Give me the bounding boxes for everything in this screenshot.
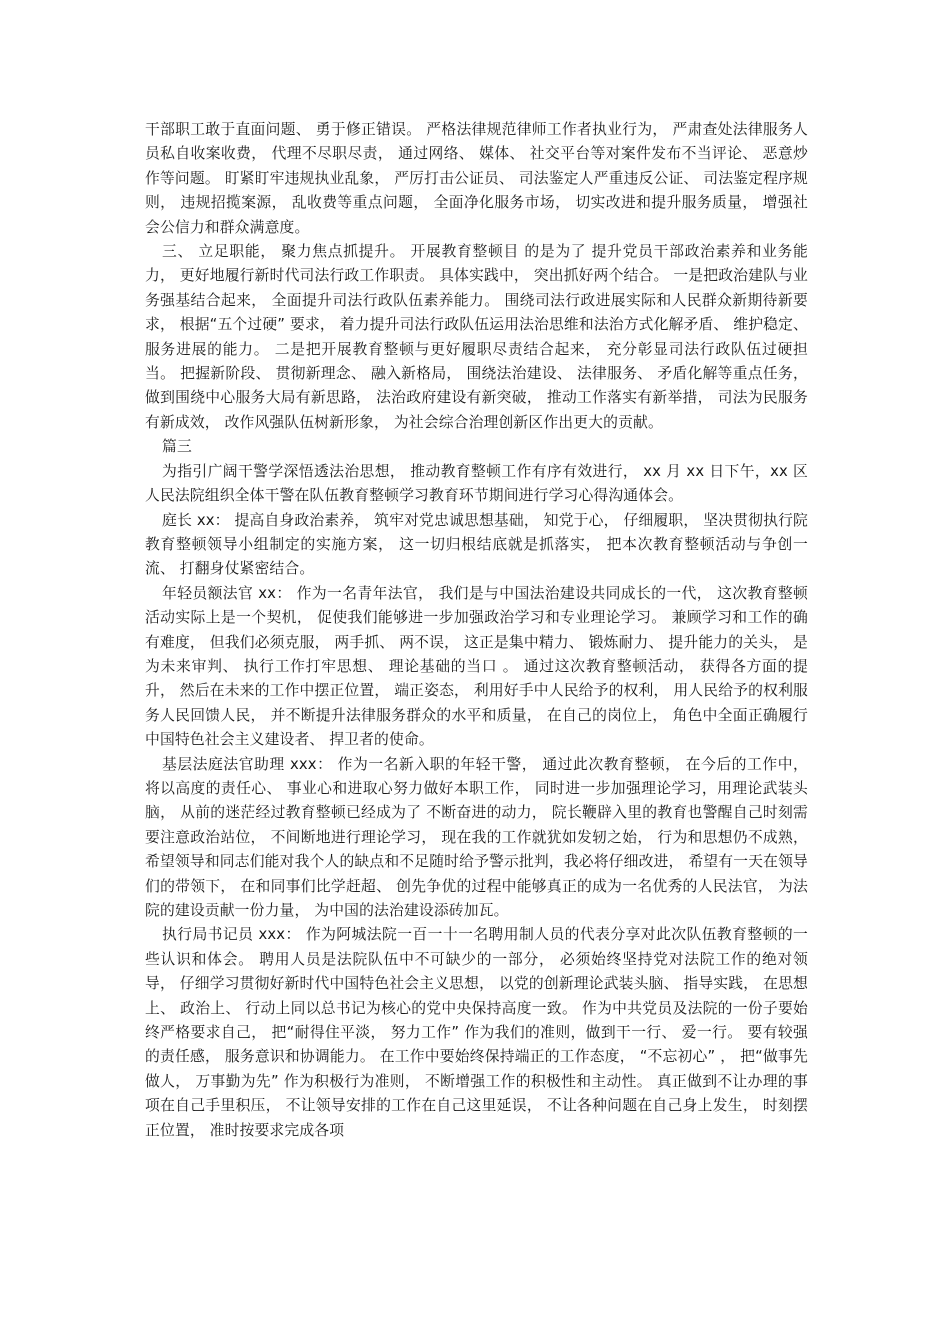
paragraph-tingzhang: 庭长 xx： 提高自身政治素养， 筑牢对党忠诚思想基础， 知党于心， 仔细履职， 坚决贯彻执行院教育整顿领导小组制定的实施方案， 这一切归根结底就是抓落实， 把本次教育整顿活动与争创一流、 打翻身仗紧密结合。 xyxy=(145,511,808,578)
document-page xyxy=(145,118,808,1143)
paragraph-clerk: 执行局书记员 xxx： 作为阿城法院一百一十一名聘用制人员的代表分享对此次队伍教育整顿的一些认识和体会。 聘用人员是法院队伍中不可缺少的一部分， 必须始终坚持党对法院工作的绝对领导， 仔细学习贯彻好新时代中国特色社会主义思想， 以党的创新理论武装头脑、 指导实践， 在思想上、 政治上、 行动上同以总书记为核心的党中央保持高度一致。 作为中共党员及法院的一份子要始终严格要求自己， 把“耐得住平淡， 努力工作” 作为我们的准则，做到干一行、 爱一行。 要有较强的责任感， 服务意识和协调能力。 在工作中要始终保持端正的工作态度， “不忘初心” ， 把“做事先做人， 万事勤为先” 作为积极行为准则， 不断增强工作的积极性和主动性。 真正做到不让办理的事项在自己手里积压， 不让领导安排的工作在自己这里延误， 不让各种问题在自己身上发生， 时刻摆正位置， 准时按要求完成各项 xyxy=(145,926,808,1139)
paragraph-section-three: 三、 立足职能， 聚力焦点抓提升。 开展教育整顿目 的是为了 提升党员干部政治素养和业务能力， 更好地履行新时代司法行政工作职责。 具体实践中， 突出抓好两个结合。 一是把政治建队与业务强基结合起来， 全面提升司法行政队伍素养能力。 围绕司法行政进展实际和人民群众新期待新要求， 根据“五个过硬” 要求， 着力提升司法行政队伍运用法治思维和法治方式化解矛盾、 维护稳定、 服务进展的能力。 二是把开展教育整顿与更好履职尽责结合起来， 充分彰显司法行政队伍过硬担当。 把握新阶段、 贯彻新理念、 融入新格局， 围绕法治建设、 法律服务、 矛盾化解等重点任务， 做到围绕中心服务大局有新思路， 法治政府建设有新突破， 推动工作落实有新举措， 司法为民服务有新成效， 改作风强队伍树新形象， 为社会综合治理创新区作出更大的贡献。 xyxy=(145,243,808,431)
paragraph-continuation: 干部职工敢于直面问题、 勇于修正错误。 严格法律规范律师工作者执业行为， 严肃查处法律服务人员私自收案收费， 代理不尽职尽责， 通过网络、 媒体、 社交平台等对案件发布不当评论、 恶意炒作等问题。 盯紧盯牢违规执业乱象， 严厉打击公证员、 司法鉴定人严重违反公证、 司法鉴定程序规则， 违规招揽案源， 乱收费等重点问题， 全面净化服务市场， 切实改进和提升服务质量， 增强社会公信力和群众满意度。 xyxy=(145,121,808,236)
paragraph-young-judge: 年轻员额法官 xx： 作为一名青年法官， 我们是与中国法治建设共同成长的一代， 这次教育整顿活动实际上是一个契机， 促使我们能够进一步加强政治学习和专业理论学习。 兼顾学习和工作的确有难度， 但我们必须克服， 两手抓、 两不误， 这正是集中精力、 锻炼耐力、 提升能力的关头， 是为未来审判、 执行工作打牢思想、 理论基础的当口 。 通过这次教育整顿活动， 获得各方面的提升， 然后在未来的工作中摆正位置， 端正姿态， 利用好手中人民给予的权利， 用人民给予的权利服务人民回馈人民， 并不断提升法律服务群众的水平和质量， 在自己的岗位上， 角色中全面正确履行中国特色社会主义建设者、 捍卫者的使命。 xyxy=(145,584,808,749)
paragraph-intro: 为指引广阔干警学深悟透法治思想， 推动教育整顿工作有序有效进行， xx 月 xx 日下午，xx 区人民法院组织全体干警在队伍教育整顿学习教育环节期间进行学习心得沟通体会。 xyxy=(145,462,808,505)
section-heading-part-three: 篇三 xyxy=(162,438,192,456)
paragraph-judge-assistant: 基层法庭法官助理 xxx： 作为一名新入职的年轻干警， 通过此次教育整顿， 在今后的工作中， 将以高度的责任心、 事业心和进取心努力做好本职工作， 同时进一步加强理论学习，用理论武装头脑， 从前的迷茫经过教育整顿已经成为了 不断奋进的动力， 院长鞭辟入里的教育也警醒自己时刻需要注意政治站位， 不间断地进行理论学习， 现在我的工作就犹如发轫之始， 行为和思想仍不成熟， 希望领导和同志们能对我个人的缺点和不足随时给予警示批判，我必将仔细改进， 希望有一天在领导们的带领下， 在和同事们比学赶超、 创先争优的过程中能够真正的成为一名优秀的人民法官， 为法院的建设贡献一份力量， 为中国的法治建设添砖加瓦。 xyxy=(145,755,808,919)
